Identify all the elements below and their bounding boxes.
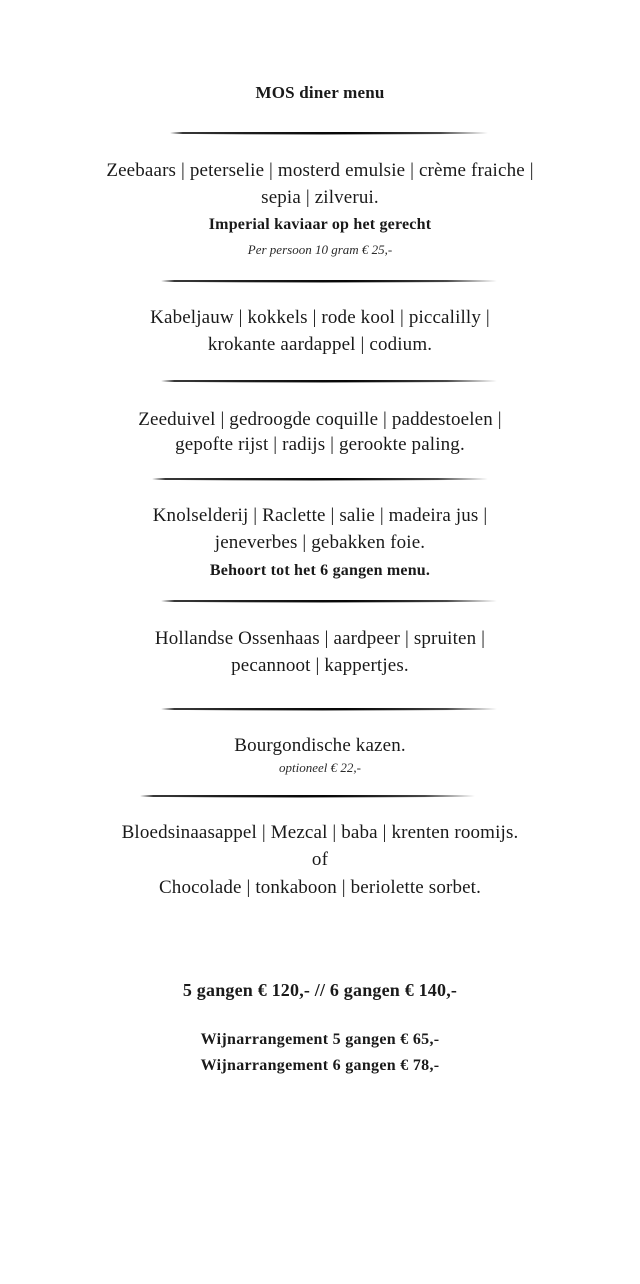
wine-pairing-price: Wijnarrangement 6 gangen € 78,-: [200, 1057, 440, 1074]
menu-prices: 5 gangen € 120,- // 6 gangen € 140,-: [182, 980, 458, 1000]
course-description-line: Bloedsinaasappel | Mezcal | baba | krenten roomijs.: [121, 822, 519, 843]
divider: [161, 380, 497, 382]
course-description-line: jeneverbes | gebakken foie.: [214, 532, 426, 553]
course-description-line: Hollandse Ossenhaas | aardpeer | spruiten |: [154, 628, 486, 649]
wine-pairing-price: Wijnarrangement 5 gangen € 65,-: [200, 1031, 440, 1048]
course-description-line: sepia | zilverui.: [261, 187, 379, 208]
course-description-line: Kabeljauw | kokkels | rode kool | piccalilly |: [150, 307, 490, 328]
course-description-line: Bourgondische kazen.: [234, 735, 406, 756]
menu-title: MOS diner menu: [255, 83, 385, 102]
course-description-line: Chocolade | tonkaboon | beriolette sorbet.: [158, 877, 482, 898]
divider: [161, 600, 497, 602]
divider: [152, 478, 488, 480]
course-optional-price: optioneel € 22,-: [279, 760, 361, 775]
course-supplement-price: Per persoon 10 gram € 25,-: [247, 242, 393, 257]
course-description-line: pecannoot | kappertjes.: [231, 655, 409, 676]
course-supplement-title: Imperial kaviaar op het gerecht: [208, 216, 432, 233]
course-note: Behoort tot het 6 gangen menu.: [209, 562, 431, 579]
course-description-line: Zeebaars | peterselie | mosterd emulsie | crème fraiche |: [106, 160, 534, 181]
divider: [161, 280, 497, 282]
course-alternative-separator: of: [311, 849, 329, 870]
course-description-line: krokante aardappel | codium.: [207, 334, 433, 355]
course-description-line: Zeeduivel | gedroogde coquille | paddestoelen |: [138, 409, 502, 430]
divider: [170, 132, 488, 134]
divider: [140, 795, 475, 797]
divider: [161, 708, 497, 710]
course-description-line: gepofte rijst | radijs | gerookte paling.: [175, 434, 465, 455]
course-description-line: Knolselderij | Raclette | salie | madeira jus |: [152, 505, 488, 526]
